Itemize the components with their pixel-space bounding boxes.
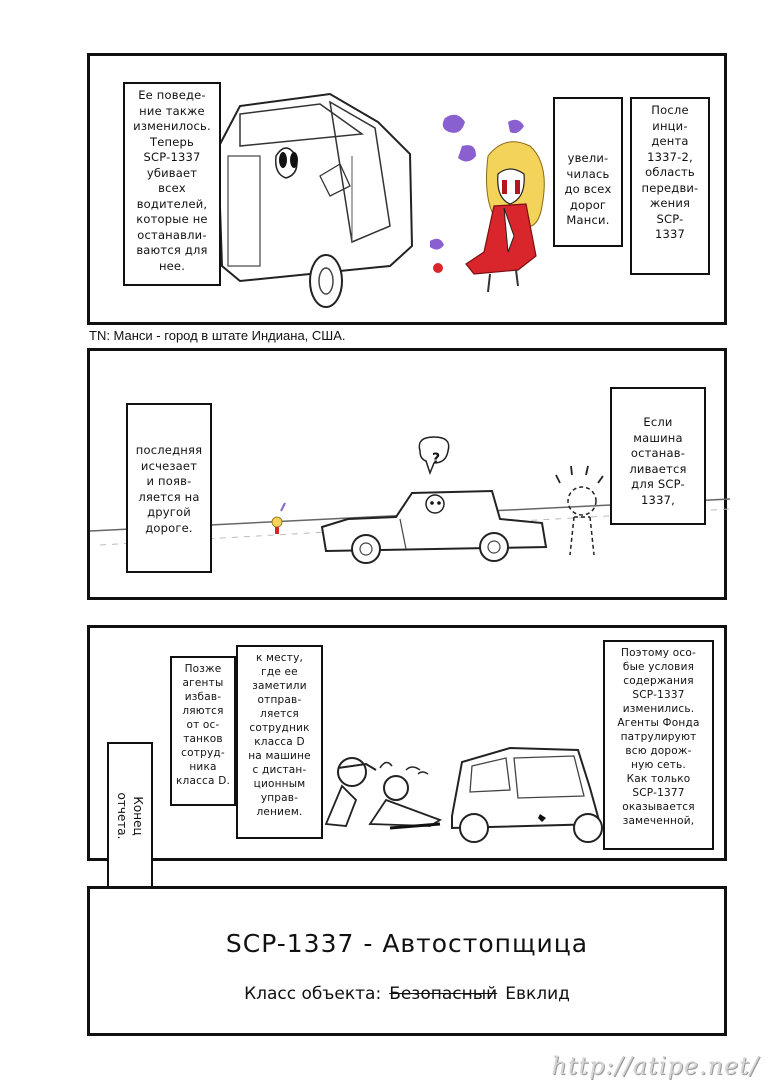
translator-note: TN: Манси - город в штате Индиана, США.	[89, 328, 346, 343]
panel-3	[87, 625, 727, 861]
caption-box-middle: увели- чилась до всех дорог Манси.	[553, 97, 623, 247]
end-of-report-note	[107, 742, 153, 890]
panel-2	[87, 348, 727, 600]
caption-box-right: После инци- дента 1337-2, область передви- жения SCP- 1337	[630, 97, 710, 275]
caption-box-2: к месту, где ее заметили отправ- ляется сотрудник класса D на машине с дистан- ционным управ- лением.	[236, 645, 323, 839]
caption-box-left: последняя исчезает и появ- ляется на другой дороге.	[126, 403, 212, 573]
caption-box-3: Поэтому осо- бые условия содержания SCP-1337 изменились. Агенты Фонда патрулируют всю дорож- ную сеть. Как только SCP-1377 оказывается замеченной,	[603, 640, 714, 850]
object-class-label: Класс объекта:	[244, 984, 382, 1004]
site-watermark: http://atipe.net/	[551, 1052, 759, 1080]
caption-box-right: Если машина останав- ливается для SCP- 1337,	[610, 387, 706, 525]
panel-1	[87, 53, 727, 325]
object-class-old: Безопасный	[389, 984, 498, 1004]
panel-4-title-card	[87, 886, 727, 1036]
scp-title: SCP-1337 - Автостопщица	[225, 929, 589, 958]
speech-question-mark: ?	[431, 451, 441, 467]
caption-box-left: Ее поведе- ние также изменилось. Теперь SCP-1337 убивает всех водителей, которые не останавли- ваются для нее.	[123, 82, 221, 286]
object-class-new: Евклид	[505, 984, 570, 1004]
caption-box-1: Позже агенты избав- ляются от ос- танков сотруд- ника класса D.	[170, 656, 236, 806]
end-of-report-text: Конец отчета.	[115, 792, 145, 840]
object-class-line	[90, 984, 724, 1004]
